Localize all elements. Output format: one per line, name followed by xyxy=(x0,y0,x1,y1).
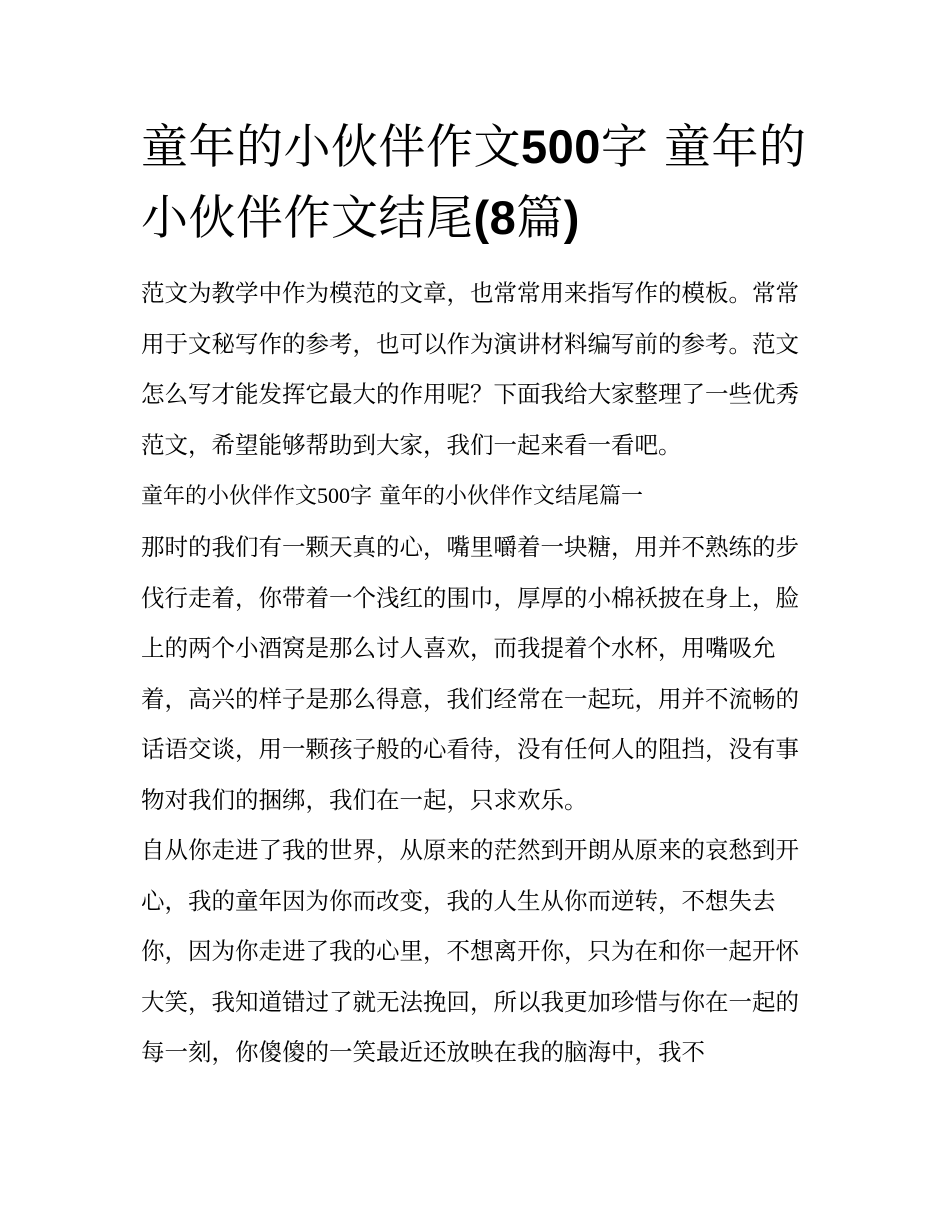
document-title xyxy=(141,112,811,254)
title-text-3: 篇 xyxy=(516,191,564,246)
section-heading xyxy=(141,470,811,522)
section-heading-text-2: 字 童年的小伙伴作文结尾篇一 xyxy=(350,484,644,509)
body-paragraph-2: 自从你走进了我的世界，从原来的茫然到开朗从原来的哀愁到开心，我的童年因为你而改变，我的人生从你而逆转，不想失去你，因为你走进了我的心里，不想离开你，只为在和你一起开怀大笑，我知道错过了就无法挽回，所以我更加珍惜与你在一起的每一刻，你傻傻的一笑最近还放映在我的脑海中，我不 xyxy=(141,836,799,1066)
document-body xyxy=(141,112,811,1078)
section-heading-number: 500 xyxy=(317,483,351,508)
title-number-1: 500 xyxy=(521,120,601,173)
body-paragraph-1: 那时的我们有一颗天真的心，嘴里嚼着一块糖，用并不熟练的步伐行走着，你带着一个浅红的围巾，厚厚的小棉袄披在身上，脸上的两个小酒窝是那么讨人喜欢，而我提着个水杯，用嘴吸允着，高兴的样子是那么得意，我们经常在一起玩，用并不流畅的话语交谈，用一颗孩子般的心看待，没有任何人的阻挡，没有事物对我们的捆绑，我们在一起，只求欢乐。 xyxy=(141,533,799,814)
title-number-2: (8 xyxy=(473,191,517,244)
title-text-1: 童年的小伙伴作文 xyxy=(141,120,521,175)
title-number-3: ) xyxy=(563,191,580,244)
intro-paragraph: 范文为教学中作为模范的文章，也常常用来指写作的模板。常常用于文秘写作的参考，也可以作为演讲材料编写前的参考。范文怎么写才能发挥它最大的作用呢？下面我给大家整理了一些优秀范文，希望能够帮助到大家，我们一起来看一看吧。 xyxy=(141,279,799,459)
title-text-2: 字 童年的小伙伴作文结尾 xyxy=(141,120,807,246)
section-heading-text-1: 童年的小伙伴作文 xyxy=(141,484,318,509)
